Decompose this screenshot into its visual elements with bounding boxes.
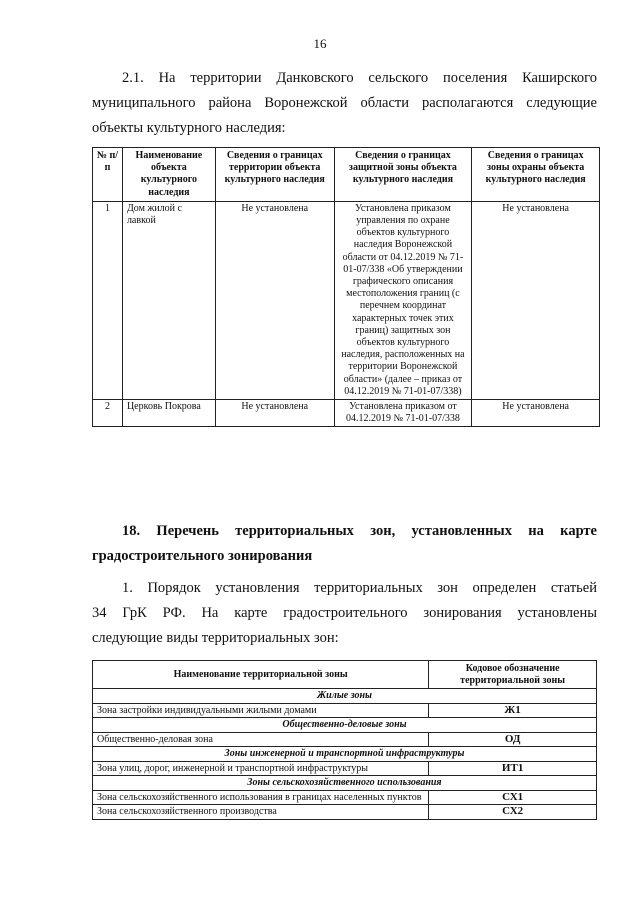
zone-group-title: Зоны сельскохозяйственного использования bbox=[93, 776, 597, 791]
zones-table bbox=[92, 660, 597, 820]
intro-line-3: объекты культурного наследия: bbox=[92, 120, 286, 136]
zone-code: ИТ1 bbox=[429, 761, 597, 776]
table-row bbox=[93, 790, 597, 805]
row-name: Дом жилой с лавкой bbox=[122, 201, 215, 399]
zones-paragraph bbox=[92, 576, 597, 651]
section-heading-line-2: градостроительного зонирования bbox=[92, 548, 313, 564]
zone-name: Зона улиц, дорог, инженерной и транспортной инфраструктуры bbox=[93, 761, 429, 776]
intro-paragraph bbox=[92, 66, 597, 141]
zone-group-title: Зоны инженерной и транспортной инфраструктуры bbox=[93, 747, 597, 762]
zone-name: Зона сельскохозяйственного производства bbox=[93, 805, 429, 820]
section-heading-line-1: 18. Перечень территориальных зон, установленных на карте bbox=[122, 523, 597, 539]
table-row bbox=[93, 201, 600, 399]
zone-group-title: Общественно-деловые зоны bbox=[93, 718, 597, 733]
table-row bbox=[93, 400, 600, 427]
zone-name: Зона застройки индивидуальными жилыми домами bbox=[93, 703, 429, 718]
col-header-num: № п/п bbox=[93, 148, 123, 202]
page-number: 16 bbox=[313, 36, 327, 51]
table-row bbox=[93, 761, 597, 776]
table-row bbox=[93, 805, 597, 820]
heritage-table-header bbox=[93, 148, 600, 202]
row-territory: Не установлена bbox=[215, 400, 334, 427]
zone-name: Зона сельскохозяйственного использования в границах населенных пунктов bbox=[93, 790, 429, 805]
zone-name: Общественно-деловая зона bbox=[93, 732, 429, 747]
col-header-territory: Сведения о границах территории объекта культурного наследия bbox=[215, 148, 334, 202]
zone-group-row bbox=[93, 689, 597, 704]
zones-line-3: следующие виды территориальных зон: bbox=[92, 630, 339, 646]
row-protective-zone: Установлена приказом управления по охране объектов культурного наследия Воронежской области от 04.12.2019 № 71-01-07/338 «Об утверждении графического описания местоположения границ (с перечнем координат характерных точек этих границ) защитных зон объектов культурного наследия, расположенных на территории Воронежской области» (далее – приказ от 04.12.2019 № 71-01-07/338) bbox=[334, 201, 472, 399]
intro-line-2: муниципального района Воронежской области располагаются следующие bbox=[92, 95, 597, 111]
section-heading bbox=[92, 519, 597, 569]
col-header-name: Наименование объекта культурного наследия bbox=[122, 148, 215, 202]
zone-code: Ж1 bbox=[429, 703, 597, 718]
row-protective-zone: Установлена приказом от 04.12.2019 № 71-01-07/338 bbox=[334, 400, 472, 427]
heritage-table bbox=[92, 147, 600, 427]
row-num: 1 bbox=[93, 201, 123, 399]
zone-group-row bbox=[93, 718, 597, 733]
zone-group-title: Жилые зоны bbox=[93, 689, 597, 704]
zones-line-2: 34 ГрК РФ. На карте градостроительного зонирования установлены bbox=[92, 605, 597, 621]
zone-code: ОД bbox=[429, 732, 597, 747]
table-row bbox=[93, 703, 597, 718]
zone-code: СХ1 bbox=[429, 790, 597, 805]
zones-line-1: 1. Порядок установления территориальных зон определен статьей bbox=[122, 580, 597, 596]
zone-group-row bbox=[93, 776, 597, 791]
row-security-zone: Не установлена bbox=[472, 400, 600, 427]
row-name: Церковь Покрова bbox=[122, 400, 215, 427]
col-header-security-zone: Сведения о границах зоны охраны объекта культурного наследия bbox=[472, 148, 600, 202]
zone-group-row bbox=[93, 747, 597, 762]
col-header-zone-name: Наименование территориальной зоны bbox=[93, 661, 429, 689]
zone-code: СХ2 bbox=[429, 805, 597, 820]
row-security-zone: Не установлена bbox=[472, 201, 600, 399]
table-row bbox=[93, 732, 597, 747]
zones-table-header bbox=[93, 661, 597, 689]
col-header-protective-zone: Сведения о границах защитной зоны объекта культурного наследия bbox=[334, 148, 472, 202]
col-header-zone-code: Кодовое обозначение территориальной зоны bbox=[429, 661, 597, 689]
row-num: 2 bbox=[93, 400, 123, 427]
intro-line-1: 2.1. На территории Данковского сельского поселения Каширского bbox=[122, 70, 597, 86]
row-territory: Не установлена bbox=[215, 201, 334, 399]
